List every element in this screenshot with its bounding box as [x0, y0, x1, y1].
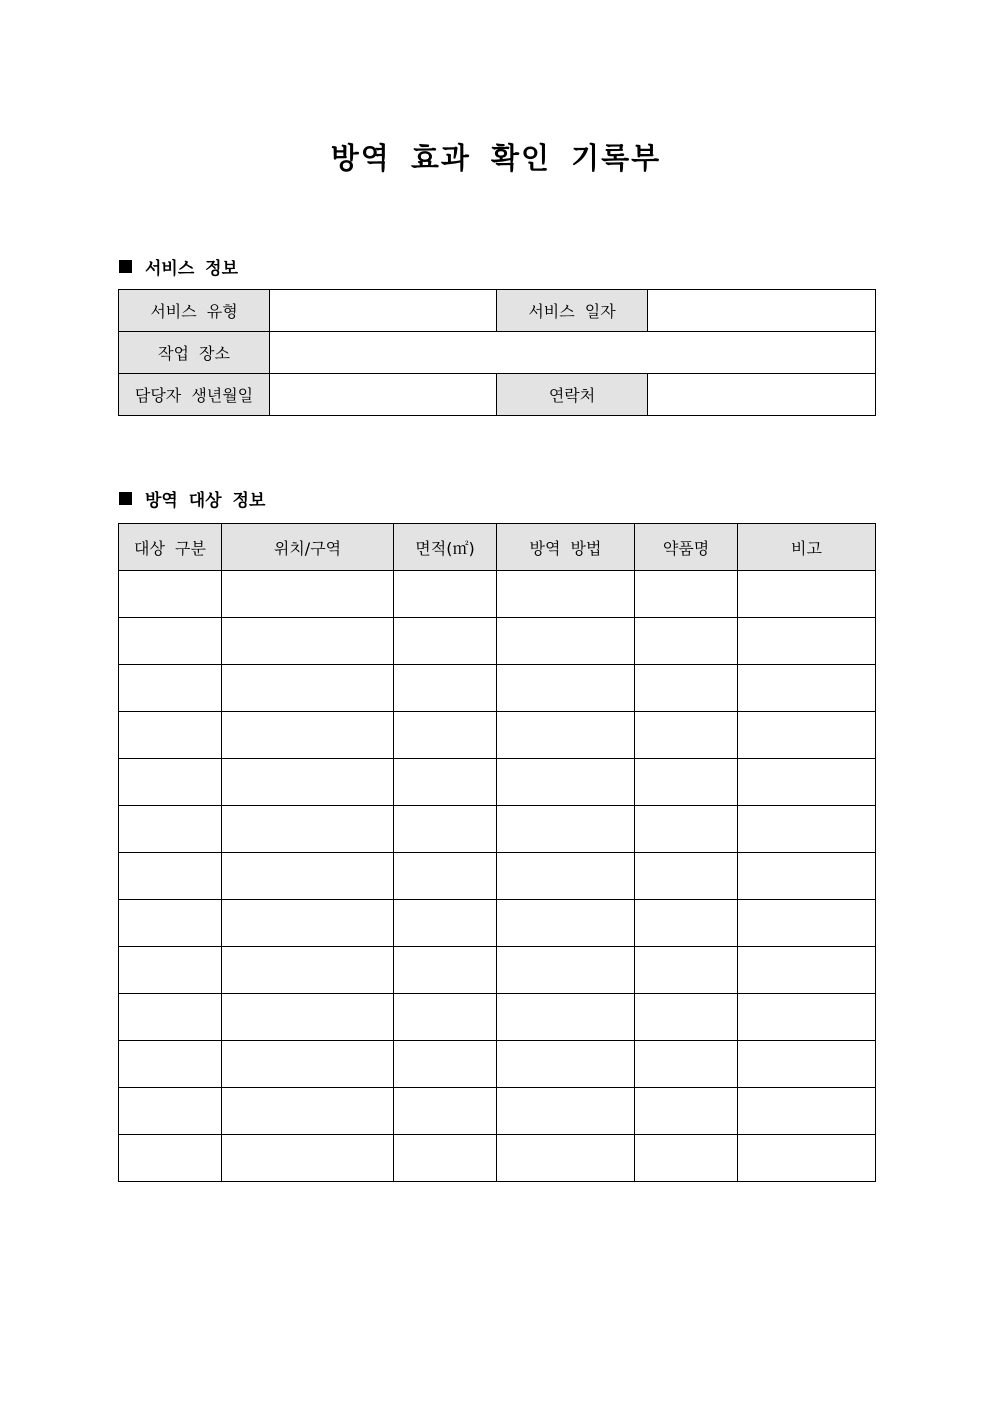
- remarks-cell[interactable]: [738, 947, 876, 994]
- service-type-field[interactable]: [270, 290, 497, 332]
- method-cell[interactable]: [497, 712, 635, 759]
- target-info-table: [118, 523, 876, 1182]
- area-cell[interactable]: [394, 994, 497, 1041]
- target-type-cell[interactable]: [119, 618, 222, 665]
- area-cell[interactable]: [394, 1041, 497, 1088]
- area-cell[interactable]: [394, 1135, 497, 1182]
- location-zone-cell[interactable]: [222, 571, 394, 618]
- table-row: [119, 712, 876, 759]
- table-row: [119, 900, 876, 947]
- manager-birthdate-label: 담당자 생년월일: [119, 374, 270, 416]
- chemical-cell[interactable]: [635, 1088, 738, 1135]
- column-header-area: 면적(㎡): [394, 524, 497, 571]
- location-zone-cell[interactable]: [222, 618, 394, 665]
- remarks-cell[interactable]: [738, 853, 876, 900]
- area-cell[interactable]: [394, 947, 497, 994]
- remarks-cell[interactable]: [738, 571, 876, 618]
- table-row: [119, 853, 876, 900]
- remarks-cell[interactable]: [738, 618, 876, 665]
- service-date-label: 서비스 일자: [497, 290, 648, 332]
- chemical-cell[interactable]: [635, 1041, 738, 1088]
- area-cell[interactable]: [394, 571, 497, 618]
- target-info-heading-text: 방역 대상 정보: [145, 491, 266, 511]
- remarks-cell[interactable]: [738, 759, 876, 806]
- location-zone-cell[interactable]: [222, 759, 394, 806]
- target-info-heading: [119, 486, 265, 511]
- remarks-cell[interactable]: [738, 806, 876, 853]
- service-type-label: 서비스 유형: [119, 290, 270, 332]
- work-location-label: 작업 장소: [119, 332, 270, 374]
- target-type-cell[interactable]: [119, 1088, 222, 1135]
- location-zone-cell[interactable]: [222, 1088, 394, 1135]
- column-header-method: 방역 방법: [497, 524, 635, 571]
- table-row: [119, 1135, 876, 1182]
- target-table-body: [119, 571, 876, 1182]
- remarks-cell[interactable]: [738, 994, 876, 1041]
- target-type-cell[interactable]: [119, 994, 222, 1041]
- service-date-field[interactable]: [648, 290, 876, 332]
- chemical-cell[interactable]: [635, 712, 738, 759]
- area-cell[interactable]: [394, 759, 497, 806]
- area-cell[interactable]: [394, 618, 497, 665]
- service-info-heading: [119, 254, 238, 279]
- chemical-cell[interactable]: [635, 618, 738, 665]
- service-row-manager-contact: [119, 374, 876, 416]
- target-type-cell[interactable]: [119, 712, 222, 759]
- target-type-cell[interactable]: [119, 806, 222, 853]
- area-cell[interactable]: [394, 900, 497, 947]
- black-square-icon: [119, 492, 132, 505]
- method-cell[interactable]: [497, 1088, 635, 1135]
- location-zone-cell[interactable]: [222, 806, 394, 853]
- method-cell[interactable]: [497, 853, 635, 900]
- table-row: [119, 618, 876, 665]
- chemical-cell[interactable]: [635, 853, 738, 900]
- location-zone-cell[interactable]: [222, 994, 394, 1041]
- contact-field[interactable]: [648, 374, 876, 416]
- location-zone-cell[interactable]: [222, 1135, 394, 1182]
- chemical-cell[interactable]: [635, 994, 738, 1041]
- remarks-cell[interactable]: [738, 712, 876, 759]
- target-type-cell[interactable]: [119, 759, 222, 806]
- work-location-field[interactable]: [270, 332, 876, 374]
- method-cell[interactable]: [497, 618, 635, 665]
- area-cell[interactable]: [394, 853, 497, 900]
- service-info-table: [118, 289, 876, 416]
- method-cell[interactable]: [497, 994, 635, 1041]
- service-row-location: [119, 332, 876, 374]
- method-cell[interactable]: [497, 1041, 635, 1088]
- method-cell[interactable]: [497, 900, 635, 947]
- location-zone-cell[interactable]: [222, 712, 394, 759]
- contact-label: 연락처: [497, 374, 648, 416]
- target-type-cell[interactable]: [119, 853, 222, 900]
- page-title: 방역 효과 확인 기록부: [330, 141, 662, 175]
- remarks-cell[interactable]: [738, 900, 876, 947]
- remarks-cell[interactable]: [738, 1041, 876, 1088]
- area-cell[interactable]: [394, 1088, 497, 1135]
- black-square-icon: [119, 260, 132, 273]
- column-header-remarks: 비고: [738, 524, 876, 571]
- remarks-cell[interactable]: [738, 665, 876, 712]
- table-row: [119, 571, 876, 618]
- location-zone-cell[interactable]: [222, 900, 394, 947]
- target-type-cell[interactable]: [119, 947, 222, 994]
- location-zone-cell[interactable]: [222, 947, 394, 994]
- chemical-cell[interactable]: [635, 759, 738, 806]
- method-cell[interactable]: [497, 571, 635, 618]
- target-table-header-row: [119, 524, 876, 571]
- target-type-cell[interactable]: [119, 1135, 222, 1182]
- chemical-cell[interactable]: [635, 665, 738, 712]
- location-zone-cell[interactable]: [222, 1041, 394, 1088]
- column-header-chemical: 약품명: [635, 524, 738, 571]
- table-row: [119, 947, 876, 994]
- column-header-location-zone: 위치/구역: [222, 524, 394, 571]
- chemical-cell[interactable]: [635, 806, 738, 853]
- method-cell[interactable]: [497, 1135, 635, 1182]
- service-row-type-date: [119, 290, 876, 332]
- table-row: [119, 665, 876, 712]
- method-cell[interactable]: [497, 806, 635, 853]
- target-type-cell[interactable]: [119, 665, 222, 712]
- chemical-cell[interactable]: [635, 571, 738, 618]
- table-row: [119, 759, 876, 806]
- table-row: [119, 1041, 876, 1088]
- area-cell[interactable]: [394, 806, 497, 853]
- table-row: [119, 806, 876, 853]
- target-type-cell[interactable]: [119, 571, 222, 618]
- service-info-heading-text: 서비스 정보: [145, 259, 239, 279]
- target-type-cell[interactable]: [119, 900, 222, 947]
- remarks-cell[interactable]: [738, 1088, 876, 1135]
- chemical-cell[interactable]: [635, 947, 738, 994]
- location-zone-cell[interactable]: [222, 853, 394, 900]
- method-cell[interactable]: [497, 947, 635, 994]
- target-type-cell[interactable]: [119, 1041, 222, 1088]
- area-cell[interactable]: [394, 712, 497, 759]
- method-cell[interactable]: [497, 759, 635, 806]
- table-row: [119, 1088, 876, 1135]
- method-cell[interactable]: [497, 665, 635, 712]
- manager-birthdate-field[interactable]: [270, 374, 497, 416]
- chemical-cell[interactable]: [635, 900, 738, 947]
- chemical-cell[interactable]: [635, 1135, 738, 1182]
- location-zone-cell[interactable]: [222, 665, 394, 712]
- table-row: [119, 994, 876, 1041]
- column-header-target-type: 대상 구분: [119, 524, 222, 571]
- area-cell[interactable]: [394, 665, 497, 712]
- remarks-cell[interactable]: [738, 1135, 876, 1182]
